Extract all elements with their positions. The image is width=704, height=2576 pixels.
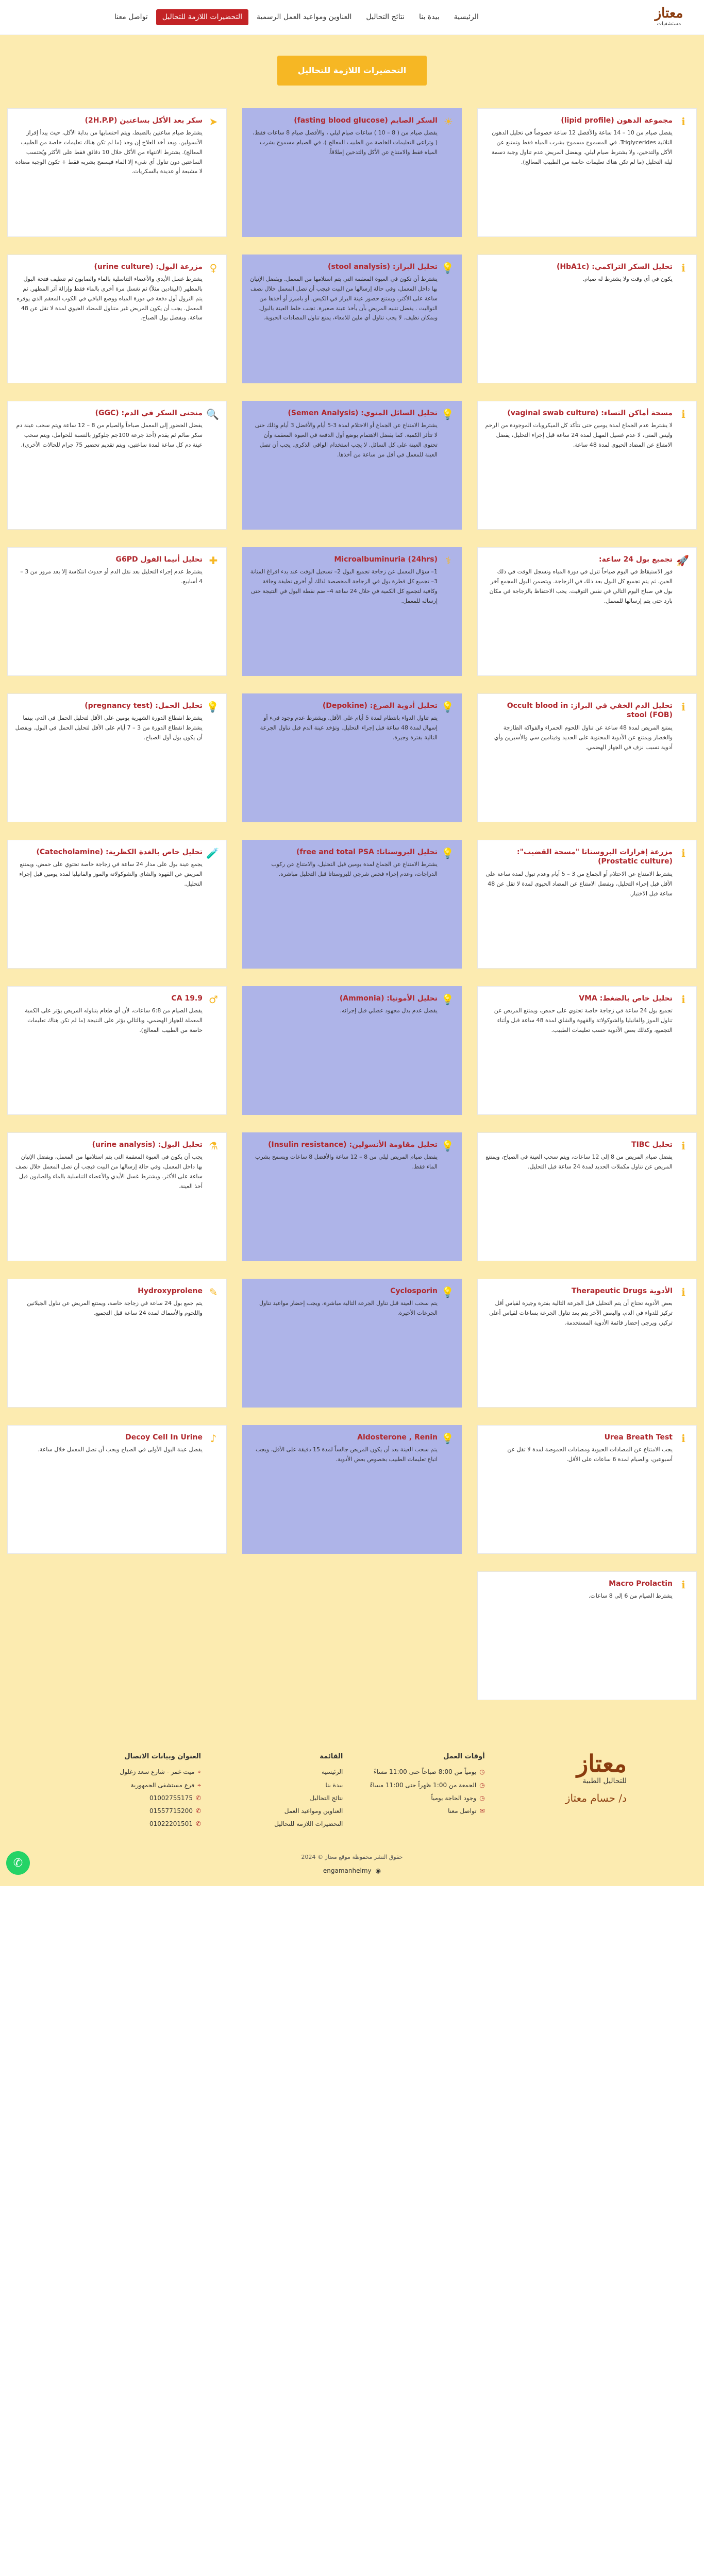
plus-icon: ✚	[209, 554, 218, 567]
sun-icon: ☀	[444, 115, 453, 128]
site-footer	[0, 1721, 704, 1887]
prep-card-text: فور الاستيقاظ في اليوم صباحاً تنزل في دورة المياه ونسجل الوقت في ذلك الحين. ثم يتم تجميع كل البول بعد ذلك في الزجاجة. ويتضمن البول المجمع آخر بول في صباح اليوم التالي في نفس التوقيت. يجب الاحتفاظ بالزجاجة في مكان بارد حتى يتم إرسالها للمعمل.	[489, 568, 673, 604]
prep-card-title: Urea Breath Test	[604, 1433, 673, 1442]
prep-card	[477, 1279, 697, 1408]
prep-card-title: تحليل أنيما الفول G6PD	[115, 555, 203, 564]
info-icon: ℹ	[681, 1139, 685, 1152]
prep-card-text: يشترط غسل الأيدي والأعضاء التناسلية بالماء والصابون ثم تنظيف فتحة البول بالمطهر (البيتادين مثلاً) ثم تغسل مرة أخرى بالماء فقط وإزالة أثر المطهر. ثم يتم النزول أول دفعة في دورة المياه ووضع الباقي في الكوب المعقم الذي يوفره المعمل. يجب أن يكون المريض غير متناول للمضاد الحيوي لمدة لا تقل عن 48 ساعة. ويفضل بول الصباح.	[16, 276, 203, 321]
main-nav	[108, 9, 485, 25]
info-icon: ℹ	[681, 993, 685, 1006]
beaker-icon: ⚗	[209, 1139, 218, 1152]
prep-card	[242, 986, 462, 1115]
preparations-section	[0, 35, 704, 1721]
prep-card-body	[15, 994, 203, 1108]
prep-card	[477, 986, 697, 1115]
prep-card-text: يشترط عدم إجراء التحليل بعد نقل الدم أو حدوث انتكاسة إلا بعد مرور من 3 – 4 أسابيع.	[20, 568, 203, 585]
prep-card-body	[250, 116, 438, 230]
prep-card-text: يكون في أي وقت ولا يشترط له صيام.	[582, 276, 673, 283]
page-title: التحضيرات اللازمة للتحاليل	[277, 56, 427, 86]
prep-card	[242, 108, 462, 237]
prep-card-title: مزرعة البول: (urine culture)	[94, 262, 203, 271]
prep-card-title: تحليل أدوية الصرع: (Depokine)	[322, 701, 438, 710]
prep-card-body	[250, 409, 438, 523]
male-icon: ♂	[209, 993, 218, 1006]
footer-logo-subtext: للتحاليل الطبية	[582, 1776, 627, 1785]
prep-card-body	[485, 555, 673, 669]
info-icon: ℹ	[681, 1432, 685, 1445]
prep-card-title: منحنى السكر في الدم: (GGC)	[95, 409, 203, 417]
footer-logo-text: معتاز	[577, 1749, 627, 1777]
location-icon: ⌖	[197, 1768, 202, 1776]
prep-card-text: يشترط الامتناع عن الجماع أو الاحتلام لمدة 3-5 أيام والأفضل 3 أيام وذلك حتى لا تتأثر الكمية. كما يفضل الاهتمام بوضع أول الدفعة في العبوة المعقمة وأن تحتوي العينة على كل السائل. لا يجب استخدام الواقي الذكري. يجب أن تصل العينة للمعمل في أقل من ساعة من أخذها.	[255, 422, 438, 458]
prep-card-body	[250, 1140, 438, 1255]
prep-card	[7, 108, 227, 237]
prep-card-title: CA 19.9	[171, 994, 203, 1003]
footer-hours-item: ◷ وجود الحاجة يومياً	[361, 1793, 485, 1803]
lightbulb-icon: 💡	[441, 408, 454, 420]
copyright: حقوق النشر محفوظة موقع معتاز © 2024	[301, 1854, 403, 1861]
prep-card-body	[15, 409, 203, 523]
info-icon: ℹ	[681, 261, 685, 274]
prep-card-body	[15, 262, 203, 377]
footer-menu	[219, 1752, 343, 1833]
female-icon: ♀	[209, 261, 217, 274]
prep-card-title: Cyclosporin	[390, 1286, 438, 1295]
info-icon: ℹ	[681, 1578, 685, 1591]
prep-card-text: يشترط أن تكون في العبوة المعقمة التي يتم استلامها من المعمل. ويفضل الإتيان بها داخل المعمل، وفي حالة إرسالها من البيت فيجب أن تصل المعمل خلال نصف ساعة على الأكثر، ويمتنع حضور عينة البراز في الكيس. أو بامبرز أو أخذها من التواليت . يفضل تنبيه المريض بأن يأخذ عينة صغيرة. تجنب خلط العينة بالبول. وبمكان نظيف. لا يجب تناول أي ملين للامعاء، يمنع تناول المضادات الحيوية.	[250, 276, 438, 321]
prep-card-text: يشترط الامتناع عن الجماع لمدة يومين قبل التحليل، والامتناع عن ركوب الدراجات، وعدم إجراء فحص شرجي للبروستاتا قبل التحليل مباشرة.	[271, 861, 438, 878]
nav-addresses[interactable]: العناوين ومواعيد العمل الرسمية	[256, 13, 352, 22]
prep-card-text: لا يشترط عدم الجماع لمدة يومين حتى تتأكد كل الميكروبات الموجودة من الرحم وليس المنى، لا عدم غسيل المهبل لمدة 24 ساعة قبل إجراء التحليل، يفضل الامتناع عن المضاد الحيوي لمدة 48 ساعة.	[485, 422, 673, 448]
prep-card-text: يفضل عدم بذل مجهود عضلي قبل إجرائه.	[340, 1007, 438, 1014]
prep-card-body	[485, 1579, 673, 1693]
prep-card-title: مزرعة إفرازات البروستاتا "مسحة القضيب": (Prostatic culture)	[517, 848, 673, 866]
prep-card	[477, 1425, 697, 1554]
lightbulb-icon: 💡	[441, 700, 454, 713]
prep-card-body	[250, 262, 438, 377]
prep-card-body	[485, 262, 673, 377]
prep-card-title: مسحة أماكن التساء: (vaginal swab culture)	[507, 409, 673, 417]
footer-phone[interactable]: ✆ 01557715200	[77, 1806, 201, 1816]
prep-card-title: تحليل الأمونيا: (Ammonia)	[339, 994, 438, 1003]
social-icon: ◉	[375, 1867, 381, 1874]
prep-card-text: يفضل الصيام من 6:8 ساعات، لأن أي طعام يتناوله المريض يؤثر على الكمية المعملة للجهاز الهضمي، وبالتالي يؤثر على النتيجة (ما لم تكن هناك تعليمات خاصة من الطبيب المعالج).	[25, 1007, 203, 1033]
nav-about[interactable]: بيدة بنا	[418, 13, 440, 22]
footer-hours	[361, 1752, 485, 1833]
prep-card-text: يتم جمع بول 24 ساعة في زجاجة خاصة، ويمتنع المريض عن تناول الجيلاتين واللحوم والأسماك لمدة 24 ساعة قبل التجميع.	[27, 1300, 203, 1317]
logo-text: معتاز	[655, 5, 683, 21]
phone-icon: ✆	[195, 1807, 202, 1815]
prep-card-title: تحليل السكر التراكمي: (HbA1c)	[556, 262, 673, 271]
info-icon: ℹ	[681, 700, 685, 713]
prep-card-body	[250, 701, 438, 816]
prep-card	[7, 840, 227, 969]
prep-card	[477, 108, 697, 237]
rocket-icon: 🚀	[676, 554, 689, 567]
footer-phone[interactable]: ✆ 01002755175	[77, 1793, 201, 1803]
prep-card-text: يفضل الحضور إلى المعمل صباحاً والصيام من 8 – 12 ساعة ويتم سحب عينة دم سكر صائم ثم يقدم (أخذ جرعة 100جم جلوكوز بالنسبة للحوامل، ويتم سحب عينة دم كل ساعة لمدة ساعتين، ويتم تقديم تحضير 75 جرام للحالات الأخرى).	[16, 422, 203, 448]
prep-card-text: يفضل صيام المريض ليلي من 8 – 12 ساعة والأفضل 8 ساعات ويسمح بشرب الماء فقط.	[255, 1154, 438, 1171]
chat-icon: ✉	[479, 1807, 485, 1815]
prep-card-title: تحليل البروستاتا: free and total PSA)	[296, 848, 438, 856]
prep-card-body	[485, 701, 673, 816]
lightbulb-icon: 💡	[441, 1432, 454, 1445]
prep-card-title: تحليل مقاومة الأنسولين: (Insulin resistance)	[268, 1140, 438, 1149]
prep-card	[7, 986, 227, 1115]
footer-hours-item: ◷ يومياً من 8:00 صباحاً حتى 11:00 مساءً	[361, 1767, 485, 1777]
prep-card	[242, 840, 462, 969]
prep-card-body	[250, 1286, 438, 1401]
footer-menu-title: القائمة	[320, 1752, 343, 1760]
search-icon: 🔍	[206, 408, 219, 420]
prep-card	[7, 1425, 227, 1554]
lightbulb-icon: 💡	[206, 700, 219, 713]
phone-icon: ✆	[195, 1794, 202, 1802]
lightbulb-icon: 💡	[441, 261, 454, 274]
site-logo[interactable]	[644, 7, 694, 28]
prep-card-body	[15, 701, 203, 816]
footer-address: ⌖ فرع مستشفى الجمهورية	[77, 1781, 201, 1790]
prep-card-text: بعض الأدوية تحتاج أن يتم التحليل قبل الجرعة التالية بفترة وجيزة لقياس أقل تركيز للدواء في الدم، والبعض الآخر يتم بعد تناول الجرعة بساعات لقياس أعلى تركيز، ويرجى إحضار قائمة الأدوية المستخدمة.	[489, 1300, 673, 1326]
prep-card-body	[485, 848, 673, 962]
footer-menu-item[interactable]: العناوين ومواعيد العمل	[284, 1807, 343, 1815]
prep-card-body	[485, 116, 673, 230]
whatsapp-icon[interactable]: ✆	[6, 1851, 30, 1875]
prep-card-body	[15, 1140, 203, 1255]
prep-card	[477, 547, 697, 676]
prep-card	[242, 1132, 462, 1261]
info-icon: ℹ	[681, 846, 685, 859]
prep-card-text: يتم سحب العينة بعد أن يكون المريض جالساً لمدة 15 دقيقة على الأقل، ويجب اتباع تعليمات الطبيب بخصوص بعض الأدوية.	[255, 1446, 438, 1463]
prep-card	[477, 1571, 697, 1700]
info-icon: ℹ	[681, 408, 685, 420]
prep-card-text: 1– سؤال المعمل عن زجاجة تجميع البول 2– تسجيل الوقت عند بدء افراغ المثانة 3– تجميع كل قطرة بول في الزجاجة المخصصة لذلك أو أخرى نظيفة وجافة وكافية لتجميع كل الكمية في خلال 24 ساعة 4– ضم نقطة البول في النتيجة حتى إرساله للمعمل.	[250, 568, 438, 604]
prep-card-title: Microalbuminuria (24hrs)	[334, 555, 438, 564]
footer-logo	[503, 1749, 627, 1833]
prep-card-text: يفضل صيام من ( 8 – 10 ) ساعات صيام ليلي ، والأفضل صيام 8 ساعات فقط، ( وتراعى التعليمات الخاصة من الطبيب المعالج ). في الصيام مسموح بشرب المياه فقط والامتناع عن الأكل والتدخين إطلاقاً.	[253, 129, 438, 156]
site-header	[0, 0, 704, 35]
prep-card	[477, 1132, 697, 1261]
nav-results[interactable]: نتائج التحاليل	[366, 13, 405, 22]
footer-contact	[77, 1752, 201, 1833]
prep-card-body	[485, 1433, 673, 1547]
prep-card	[7, 547, 227, 676]
prep-card-title: الأدوية Therapeutic Drugs	[571, 1286, 673, 1295]
prep-card-text: يجب أن يكون في العبوة المعقمة التي يتم استلامها من المعمل، ويفضل الإتيان بها داخل المعمل، وفي حالة إرسالها من البيت فيجب أن تصل المعمل خلال نصف ساعة على الأكثر. ويشترط غسل الأيدي والأعضاء التناسلية بالماء والصابون قبل أخذ العينة.	[15, 1154, 203, 1190]
prep-card-body	[250, 994, 438, 1108]
clock-icon: ◷	[479, 1794, 485, 1802]
prep-card-text: يمتنع المريض لمدة 48 ساعة عن تناول اللحوم الحمراء والفواكه الطازجة والخضار ويمتنع عن الأدوية المحتوية على الحديد وفيتامين سي والأسبرين وأي أدوية تسبب نزف في الجهاز الهضمي.	[494, 724, 673, 751]
prep-card-title: Hydroxyprolene	[138, 1286, 203, 1295]
prep-card-body	[250, 1433, 438, 1547]
prep-card	[7, 1279, 227, 1408]
prep-card-title: تحليل البول: (urine analysis)	[92, 1140, 203, 1149]
prep-card-body	[485, 409, 673, 523]
prep-card-title: تحليل خاص بالغدة الكظرية: (Catecholamine)	[36, 848, 203, 856]
prep-card-title: Decoy Cell In Urine	[125, 1433, 203, 1442]
prep-card-title: سكر بعد الأكل بساعتين (2H.P.P)	[85, 116, 203, 125]
prep-card-text: يشترط انقطاع الدورة الشهرية يومين على الأقل لتحليل الحمل في الدم، بينما يشترط انقطاع الدورة من 3 – 7 أيام على الأقل لتحليل الحمل في البول. ويفضل أن يكون بول أول الصباح.	[15, 715, 203, 741]
prep-card-title: تحليل السائل المنوي: (Semen Analysis)	[288, 409, 438, 417]
nav-home[interactable]: الرئيسية	[454, 13, 479, 22]
lightbulb-icon: 💡	[441, 993, 454, 1006]
info-icon: ℹ	[681, 115, 685, 128]
prep-card-body	[15, 555, 203, 669]
nav-contact[interactable]: تواصل معنا	[114, 13, 148, 22]
prep-card-text: يجمع عينة بول على مدار 24 ساعة في زجاجة خاصة تحتوي على حمض، ويمتنع المريض عن القهوة والشاي والشوكولاتة والموز والفانيليا لمدة يومين قبل إجراء التحليل.	[19, 861, 203, 887]
prep-card	[242, 255, 462, 383]
lightbulb-icon: 💡	[441, 846, 454, 859]
prep-card-text: تجميع بول 24 ساعة في زجاجة خاصة تحتوي على حمض، ويمتنع المريض عن تناول الموز والفانيليا والشوكولاتة والقهوة والشاي لمدة 48 ساعة قبل وأثناء التجميع، وكذلك بعض الأدوية حسب تعليمات الطبيب.	[494, 1007, 673, 1033]
info-icon: ℹ	[681, 1285, 685, 1298]
footer-contact-title: العنوان وبيانات الاتصال	[124, 1752, 202, 1760]
footer-hours-title: أوقات العمل	[443, 1752, 485, 1760]
prep-card-text: يفضل صيام من 10 – 14 ساعة والأفضل 12 ساعة خصوصاً في تحليل الدهون الثلاثية Triglycerides. في المسموح مسموح بشرب المياه فقط وتمتنع عن الأكل والتدخين، ولا يشترط صيام ليلي. ويفضل المريض عدم تناول وجبة دسمة ليلة التحليل (ما لم تكن هناك تعليمات خاصة من الطبيب المعالج).	[491, 129, 673, 165]
prep-card-body	[15, 1286, 203, 1401]
footer-address: ⌖ ميت غمر - شارع سعد زغلول	[77, 1767, 201, 1777]
prep-card-text: يشترط صيام ساعتين بالضبط، ويتم احتسابها من بداية الأكل، حيث يبدأ إفراز الأنسولين. ويعد أخذ العلاج إن وجد (ما لم تكن هناك تعليمات خاصة من الطبيب المعالج). يشترط الانتهاء من الأكل خلال 10 دقائق فقط على الأكثر ويُحتسب الساعتين دون تناول أي شيء إلا الماء فيسمح بشربه فقط + تكون الوجبة معتادة لا مشبعة أو عديدة بالسكريات.	[15, 129, 203, 175]
prep-card	[242, 1279, 462, 1408]
social-handle[interactable]: ◉ engamanhelmy	[77, 1866, 627, 1876]
prep-card	[477, 401, 697, 530]
prep-card-text: يتم تناول الدواء بانتظام لمدة 5 أيام على الأقل. ويشترط عدم وجود قيء أو إسهال لمدة 48 ساعة قبل إجراء التحليل. وتؤخذ عينة الدم قبل تناول الجرعة التالية بفترة وجيزة.	[260, 715, 438, 741]
footer-menu-item[interactable]: نتائج التحاليل	[310, 1794, 343, 1802]
prep-card	[242, 1425, 462, 1554]
lightbulb-icon: 💡	[441, 1139, 454, 1152]
prep-card	[242, 547, 462, 676]
footer-menu-item[interactable]: الرئيسية	[322, 1768, 343, 1776]
footer-hours-item: ◷ الجمعة من 1:00 ظهراً حتى 11:00 مساءً	[361, 1781, 485, 1790]
footer-signature: د/ حسام معتاز	[565, 1791, 627, 1804]
prep-card	[7, 693, 227, 822]
prep-card-text: يجب الامتناع عن المضادات الحيوية ومضادات الحموضة لمدة لا تقل عن أسبوعين، والصيام لمدة 6 ساعات على الأقل.	[507, 1446, 673, 1463]
note-icon: ♪	[210, 1432, 217, 1445]
prep-card-title: تحليل خاص بالضغط: VMA	[579, 994, 673, 1003]
prep-card-title: مجموعة الدهون (lipid profile)	[561, 116, 673, 125]
footer-menu-item[interactable]: بيدة بنا	[325, 1781, 343, 1789]
prep-card	[7, 1132, 227, 1261]
prep-card-title: تحليل الدم الخفي في البراز: Occult blood in stool (FOB)	[507, 701, 673, 720]
prep-card-text: يفضل صيام المريض من 8 إلى 12 ساعات، ويتم سحب العينة في الصباح، ويمتنع المريض عن تناول مكملات الحديد لمدة 24 ساعة قبل التحليل.	[485, 1154, 673, 1171]
phone-icon: ✆	[195, 1820, 202, 1828]
prep-card-title: تحليل البراز: (stool analysis)	[328, 262, 438, 271]
prep-card-body	[485, 994, 673, 1108]
footer-menu-item[interactable]: التحضيرات اللازمة للتحاليل	[274, 1820, 343, 1828]
prep-card	[477, 255, 697, 383]
clock-icon: ◷	[479, 1768, 485, 1776]
prep-card-title: تحليل الحمل: (pregnancy test)	[85, 701, 203, 710]
prep-card	[477, 840, 697, 969]
prep-card-title: تجميع بول 24 ساعة:	[599, 555, 673, 564]
prep-card-body	[15, 848, 203, 962]
prep-card-body	[15, 1433, 203, 1547]
flask-icon: 🧪	[206, 846, 219, 859]
prep-card-text: يتم سحب العينة قبل تناول الجرعة التالية مباشرة، ويجب إحضار مواعيد تناول الجرعات الأخيرة.	[259, 1300, 438, 1317]
location-icon: ⌖	[197, 1781, 202, 1789]
nav-preparations[interactable]: التحضيرات اللازمة للتحاليل	[156, 9, 248, 25]
prep-card	[242, 401, 462, 530]
prep-card	[7, 255, 227, 383]
prep-card-title: Macro Prolactin	[609, 1579, 673, 1588]
footer-hours-item[interactable]: ✉ تواصل معنا	[361, 1806, 485, 1816]
send-icon: ➤	[209, 115, 218, 128]
pen-icon: ✎	[209, 1285, 218, 1298]
prep-card-body	[250, 848, 438, 962]
footer-bottom	[77, 1853, 627, 1876]
prep-card	[477, 693, 697, 822]
lightbulb-icon: 💡	[441, 1285, 454, 1298]
prep-card-title: تحليل TIBC	[631, 1140, 673, 1149]
logo-subtext: مستشفيات	[657, 21, 681, 27]
prep-card-text: يشترط الصيام من 6 إلى 8 ساعات.	[588, 1592, 673, 1600]
medical-icon: ⚕	[445, 554, 451, 567]
prep-card-body	[250, 555, 438, 669]
prep-card-title: السكر الصايم (fasting blood glucose)	[294, 116, 438, 125]
prep-card-body	[15, 116, 203, 230]
prep-card-text: يفضل عينة البول الأولى في الصباح ويجب أن تصل المعمل خلال ساعة.	[38, 1446, 203, 1453]
prep-card	[7, 401, 227, 530]
prep-card-title: Aldosterone , Renin	[357, 1433, 438, 1442]
clock-icon: ◷	[479, 1781, 485, 1789]
cards-grid	[12, 108, 692, 1700]
footer-phone[interactable]: ✆ 01022201501	[77, 1819, 201, 1829]
prep-card	[242, 693, 462, 822]
prep-card-body	[485, 1140, 673, 1255]
prep-card-body	[485, 1286, 673, 1401]
prep-card-text: يشترط الامتناع عن الاحتلام أو الجماع من 3 – 5 أيام وعدم تبول لمدة ساعة على الأقل قبل إجراء التحليل، ويفضل الامتناع عن المضاد الحيوي لمدة لا تقل عن 48 ساعة قبل الاختبار.	[485, 871, 673, 897]
